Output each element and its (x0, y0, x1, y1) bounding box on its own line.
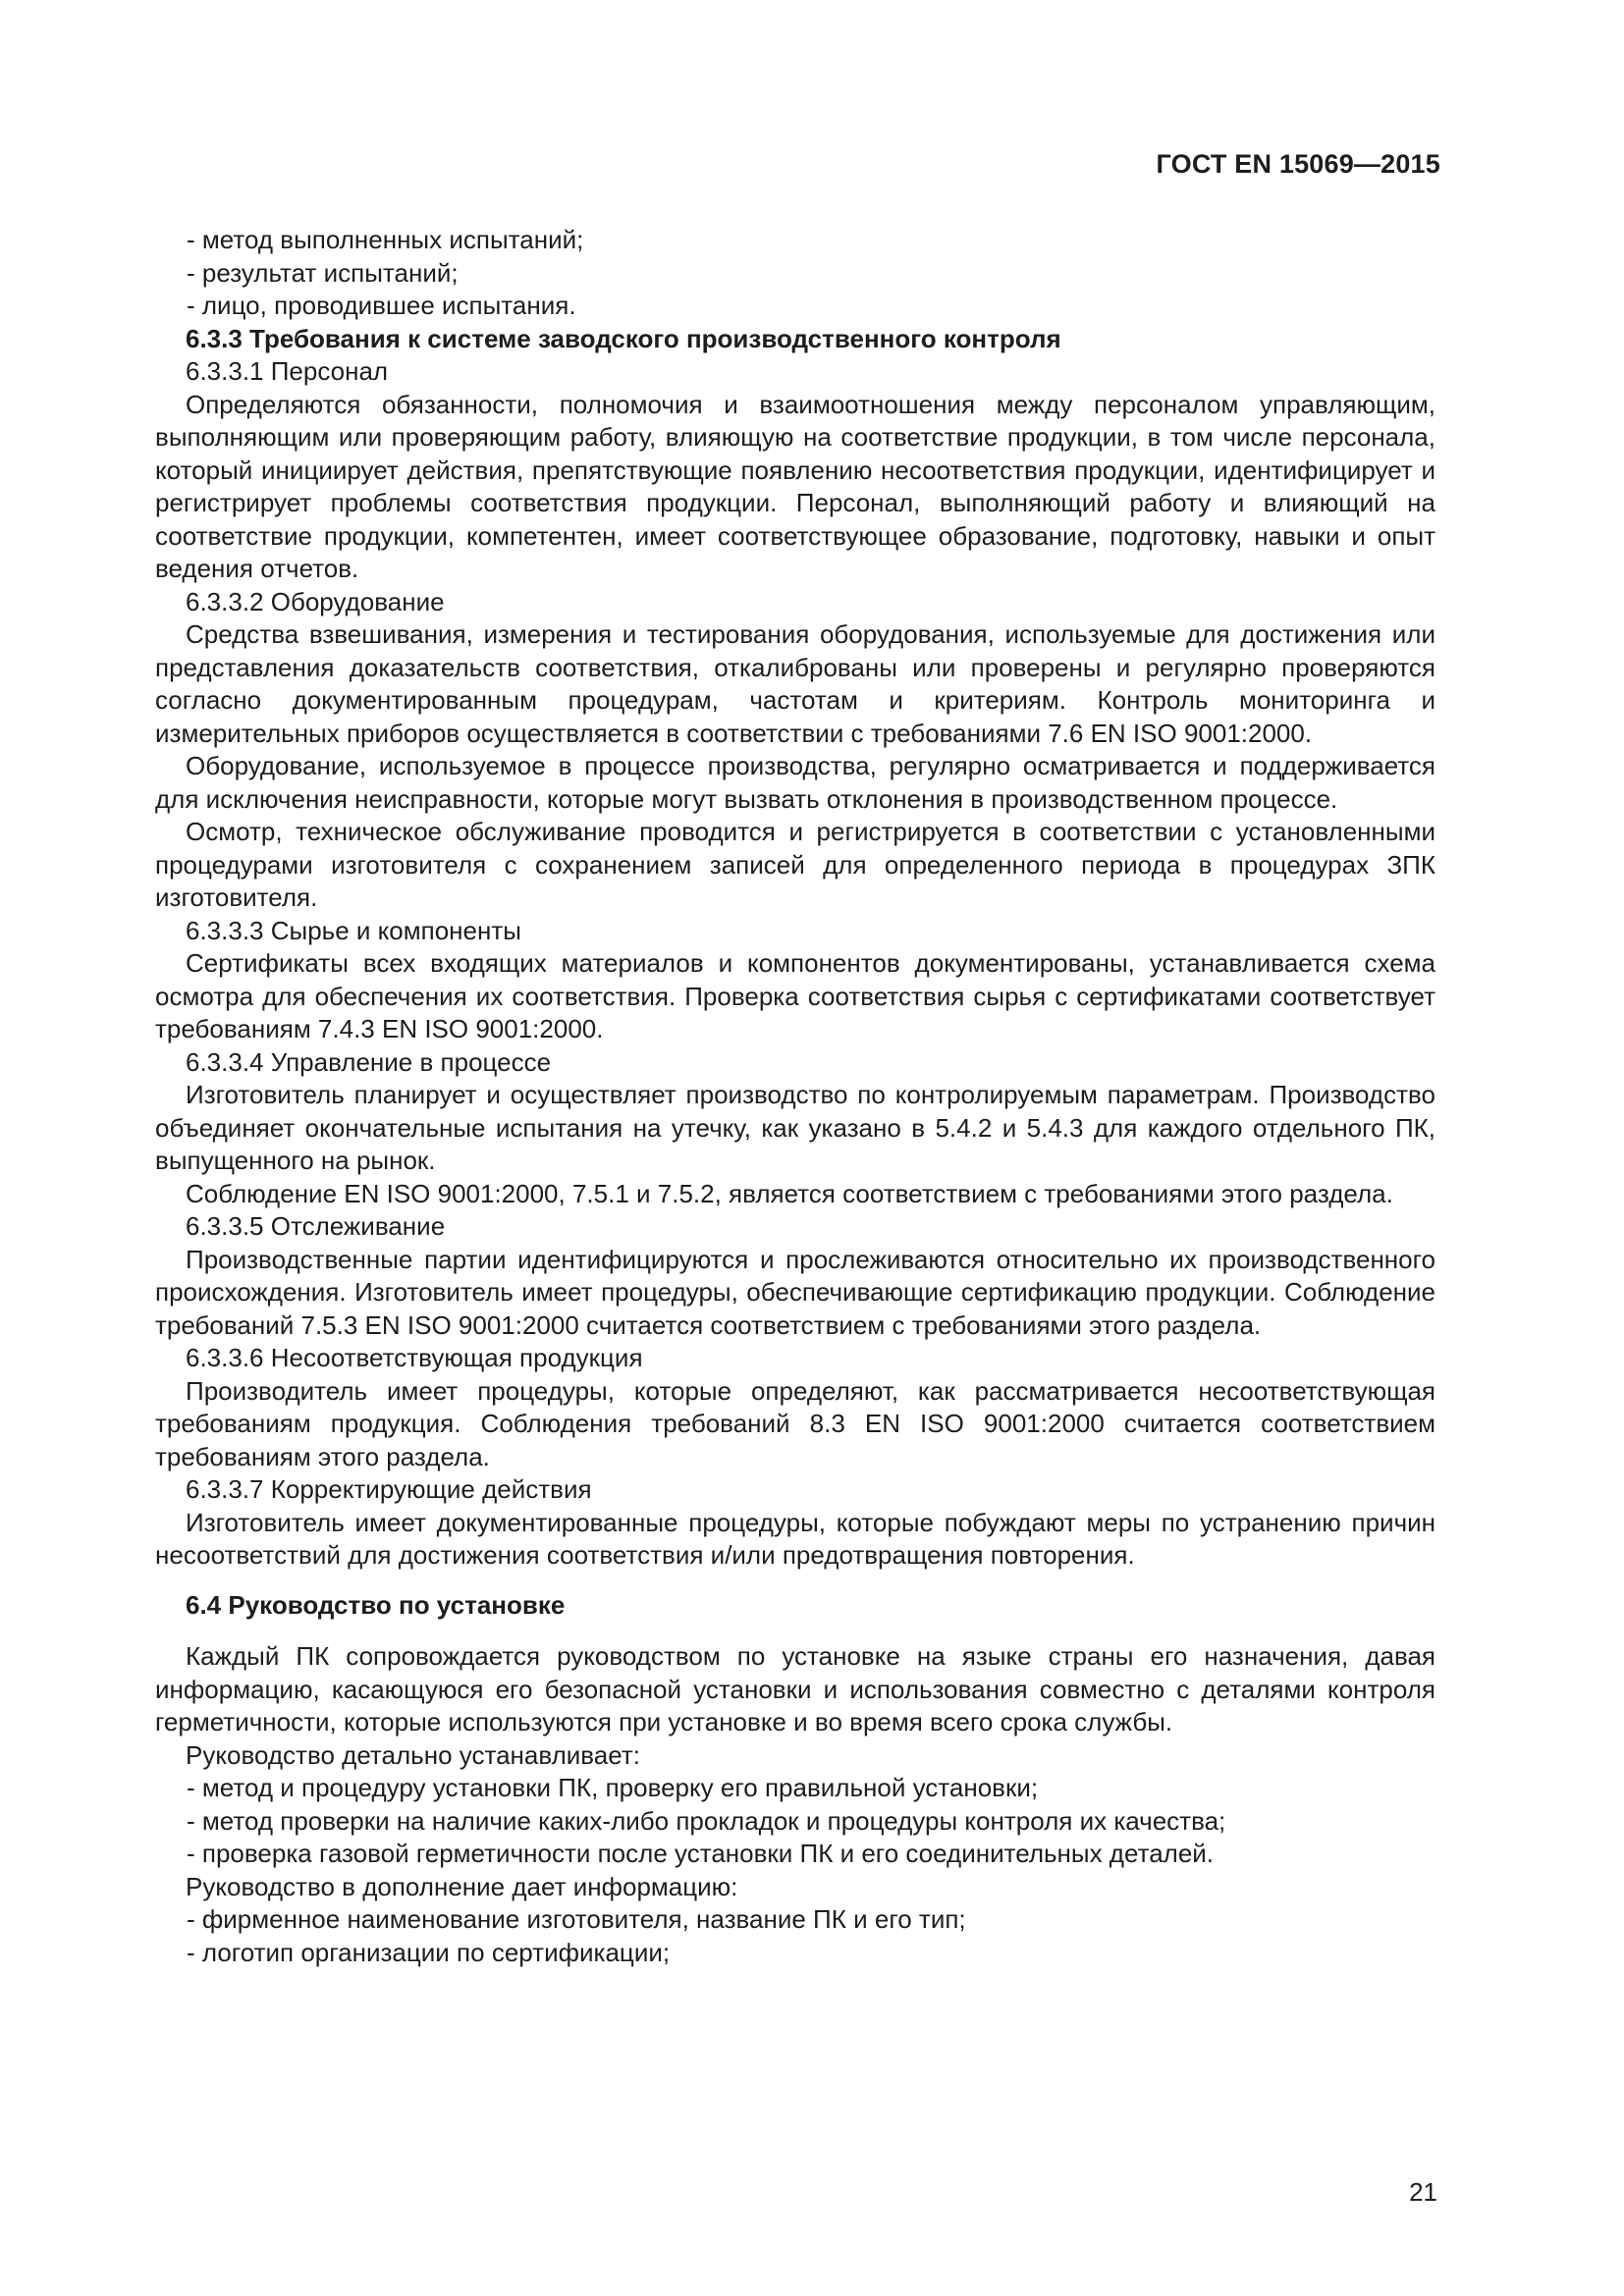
paragraph: Средства взвешивания, измерения и тестирования оборудования, используемые для достижения или представления доказательств соответствия, откалиброваны или проверены и регулярно проверяются согласно документированным процедурам, частотам и критериям. Контроль мониторинга и измерительных приборов осуществляется в соответствии с требованиями 7.6 EN ISO 9001:2000. (155, 619, 1435, 748)
subsection-heading-6-3-3-3: 6.3.3.3 Сырье и компоненты (186, 915, 521, 945)
paragraph: Производитель имеет процедуры, которые определяют, как рассматривается несоответствующая требованиям продукция. Соблюдения требований 8.3 EN ISO 9001:2000 считается соответствием требованиям этого раздела. (155, 1375, 1435, 1471)
document-body (155, 224, 1435, 1969)
list-item: - результат испытаний; (187, 257, 459, 288)
list-item: - лицо, проводившее испытания. (187, 291, 576, 320)
subsection-heading-6-3-3-1: 6.3.3.1 Персонал (186, 356, 389, 386)
paragraph: Определяются обязанности, полномочия и взаимоотношения между персоналом управляющим, выполняющим или проверяющим работу, влияющую на соответствие продукции, в том числе персонала, который инициирует действия, препятствующие появлению несоответствия продукции, идентифицирует и регистрирует проблемы соответствия продукции. Персонал, выполняющий работу и влияющий на соответствие продукции, компетентен, имеет соответствующее образование, подготовку, навыки и опыт ведения отчетов. (155, 389, 1435, 583)
list-item: - проверка газовой герметичности после установки ПК и его соединительных деталей. (187, 1839, 1215, 1868)
list-item: - метод проверки на наличие каких-либо прокладок и процедуры контроля их качества; (187, 1805, 1226, 1836)
paragraph: Изготовитель имеет документированные процедуры, которые побуждают меры по устранению причин несоответствий для достижения соответствия и/или предотвращения повторения. (155, 1507, 1435, 1570)
list-item: - логотип организации по сертификации; (187, 1937, 671, 1967)
page-number: 21 (1409, 2177, 1437, 2207)
paragraph: Изготовитель планирует и осуществляет производство по контролируемым параметрам. Производство объединяет окончательные испытания на утечку, как указано в 5.4.2 и 5.4.3 для каждого отдельного ПК, выпущенного на рынок. (155, 1080, 1435, 1175)
paragraph: Сертификаты всех входящих материалов и компонентов документированы, устанавливается схема осмотра для обеспечения их соответствия. Проверка соответствия сырья с сертификатами соответствует требованиям 7.4.3 EN ISO 9001:2000. (155, 948, 1435, 1043)
list-item: - фирменное наименование изготовителя, название ПК и его тип; (187, 1904, 966, 1934)
paragraph: Руководство в дополнение дает информацию: (186, 1871, 738, 1901)
subsection-heading-6-3-3-6: 6.3.3.6 Несоответствующая продукция (186, 1343, 643, 1372)
subsection-heading-6-3-3-5: 6.3.3.5 Отслеживание (186, 1211, 446, 1241)
list-item: - метод и процедуру установки ПК, проверку его правильной установки; (187, 1773, 1039, 1802)
subsection-heading-6-3-3-7: 6.3.3.7 Корректирующие действия (186, 1474, 592, 1504)
paragraph: Оборудование, используемое в процессе производства, регулярно осматривается и поддерживается для исключения неисправности, которые могут вызвать отклонения в производственном процессе. (155, 751, 1435, 814)
paragraph: Соблюдение EN ISO 9001:2000, 7.5.1 и 7.5.2, является соответствием с требованиями этого раздела. (186, 1178, 1393, 1208)
document-code-header: ГОСТ EN 15069—2015 (1156, 149, 1440, 179)
list-item: - метод выполненных испытаний; (187, 225, 584, 254)
paragraph: Руководство детально устанавливает: (186, 1739, 640, 1770)
paragraph: Осмотр, техническое обслуживание проводится и регистрируется в соответствии с установленными процедурами изготовителя с сохранением записей для определенного периода в процедурах ЗПК изготовителя. (155, 817, 1435, 912)
subsection-heading-6-3-3-2: 6.3.3.2 Оборудование (186, 586, 445, 616)
subsection-heading-6-3-3-4: 6.3.3.4 Управление в процессе (186, 1046, 552, 1077)
paragraph: Производственные партии идентифицируются и прослеживаются относительно их производственного происхождения. Изготовитель имеет процедуры, обеспечивающие сертификацию продукции. Соблюдение требований 7.5.3 EN ISO 9001:2000 считается соответствием с требованиями этого раздела. (155, 1244, 1435, 1340)
section-heading-6-4: 6.4 Руководство по установке (186, 1589, 566, 1620)
paragraph: Каждый ПК сопровождается руководством по установке на языке страны его назначения, давая информацию, касающуюся его безопасной установки и использования совместно с деталями контроля герметичности, которые используются при установке и во время всего срока службы. (155, 1641, 1435, 1736)
section-heading-6-3-3: 6.3.3 Требования к системе заводского производственного контроля (186, 323, 1061, 353)
